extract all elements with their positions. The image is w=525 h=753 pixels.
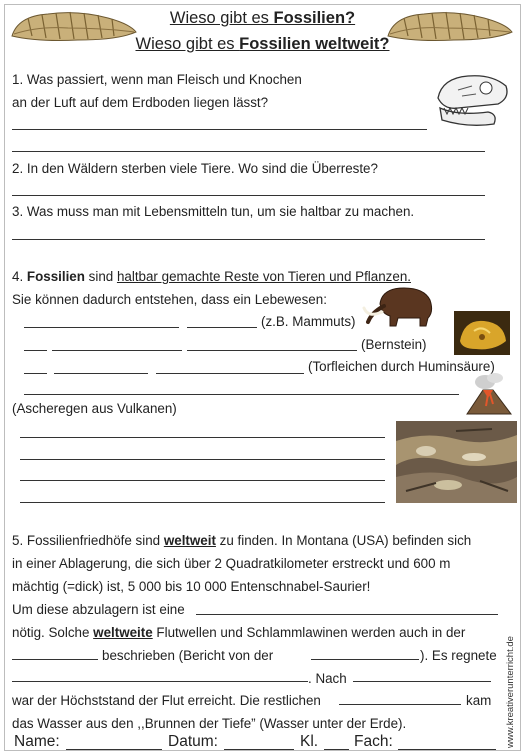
footer-class-field[interactable] — [324, 749, 349, 750]
question-1-line-2: an der Luft auf dem Erdboden liegen lässt? — [12, 95, 269, 110]
blank-4-1a[interactable] — [24, 327, 179, 328]
footer-subject-label: Fach: — [354, 733, 393, 750]
title-line-1: Wieso gibt es Fossilien? — [169, 9, 356, 27]
question-5-line-2: in einer Ablagerung, die sich über 2 Quadratkilometer erstreckt und 600 m — [12, 556, 451, 571]
blank-5-6[interactable] — [339, 704, 461, 705]
answer-line-2[interactable] — [12, 195, 485, 196]
hint-mammoth: (z.B. Mammuts) — [261, 314, 356, 329]
question-4-line-2: Sie können dadurch entstehen, dass ein Lebewesen: — [12, 292, 327, 307]
question-5-line-8b: kam — [466, 693, 492, 708]
footer-name-field[interactable] — [66, 749, 162, 750]
question-4-line-1: 4. Fossilien sind haltbar gemachte Reste von Tieren und Pflanzen. — [12, 269, 411, 284]
question-5-line-6a: beschrieben (Bericht von der — [102, 648, 274, 663]
blank-5-4[interactable] — [12, 681, 308, 682]
question-2: 2. In den Wäldern sterben viele Tiere. Wo sind die Überreste? — [12, 161, 378, 176]
dinosaur-skull-image — [428, 68, 514, 134]
footer-subject-field[interactable] — [398, 749, 496, 750]
hint-amber: (Bernstein) — [361, 337, 427, 352]
blank-5-3[interactable] — [311, 659, 419, 660]
question-5-line-8a: war der Höchststand der Flut erreicht. Die restlichen — [12, 693, 321, 708]
footer-name-label: Name: — [14, 733, 60, 750]
hint-volcanic-ash: (Ascheregen aus Vulkanen) — [12, 401, 177, 416]
question-5-line-1: 5. Fossilienfriedhöfe sind weltweit zu finden. In Montana (USA) befinden sich — [12, 533, 472, 548]
blank-4-4[interactable] — [24, 394, 459, 395]
answer-line-4a[interactable] — [20, 437, 385, 438]
blank-4-3c[interactable] — [156, 373, 304, 374]
footer-date-field[interactable] — [224, 749, 294, 750]
footer-class-label: Kl. — [300, 733, 319, 750]
title-line-2: Wieso gibt es Fossilien weltweit? — [135, 35, 390, 53]
question-5-line-6b: ). Es regnete — [420, 648, 497, 663]
blank-4-2b[interactable] — [52, 350, 182, 351]
question-5-line-9: das Wasser aus den ,,Brunnen der Tiefe” (Wasser unter der Erde). — [12, 716, 407, 731]
answer-line-4c[interactable] — [20, 480, 385, 481]
blank-5-1[interactable] — [196, 614, 498, 615]
question-1-line-1: 1. Was passiert, wenn man Fleisch und Knochen — [12, 72, 302, 87]
answer-line-4b[interactable] — [20, 459, 385, 460]
hint-bog-bodies: (Torfleichen durch Huminsäure) — [308, 359, 495, 374]
mammoth-image — [362, 282, 442, 328]
question-3: 3. Was muss man mit Lebensmitteln tun, um sie haltbar zu machen. — [12, 204, 415, 219]
answer-line-1b[interactable] — [12, 151, 485, 152]
question-5-line-7: . Nach — [308, 671, 347, 686]
blank-4-2a[interactable] — [24, 350, 47, 351]
volcano-image — [463, 372, 515, 418]
blank-4-1b[interactable] — [187, 327, 257, 328]
blank-5-5[interactable] — [353, 681, 491, 682]
question-5-line-5: nötig. Solche weltweite Flutwellen und Schlammlawinen werden auch in der — [12, 625, 466, 640]
question-5-line-3: mächtig (=dick) ist, 5 000 bis 10 000 Entenschnabel-Saurier! — [12, 579, 371, 594]
question-5-line-4: Um diese abzulagern ist eine — [12, 602, 185, 617]
blank-4-3b[interactable] — [54, 373, 148, 374]
watermark-url: www.kreativerunterricht.de — [505, 636, 516, 748]
answer-line-1a[interactable] — [12, 129, 427, 130]
blank-4-2c[interactable] — [187, 350, 357, 351]
blank-5-2[interactable] — [12, 659, 98, 660]
answer-line-4d[interactable] — [20, 502, 385, 503]
answer-line-3[interactable] — [12, 239, 485, 240]
blank-4-3a[interactable] — [24, 373, 47, 374]
fossil-rock-photo — [396, 421, 517, 503]
footer-date-label: Datum: — [168, 733, 218, 750]
amber-image — [454, 311, 510, 355]
